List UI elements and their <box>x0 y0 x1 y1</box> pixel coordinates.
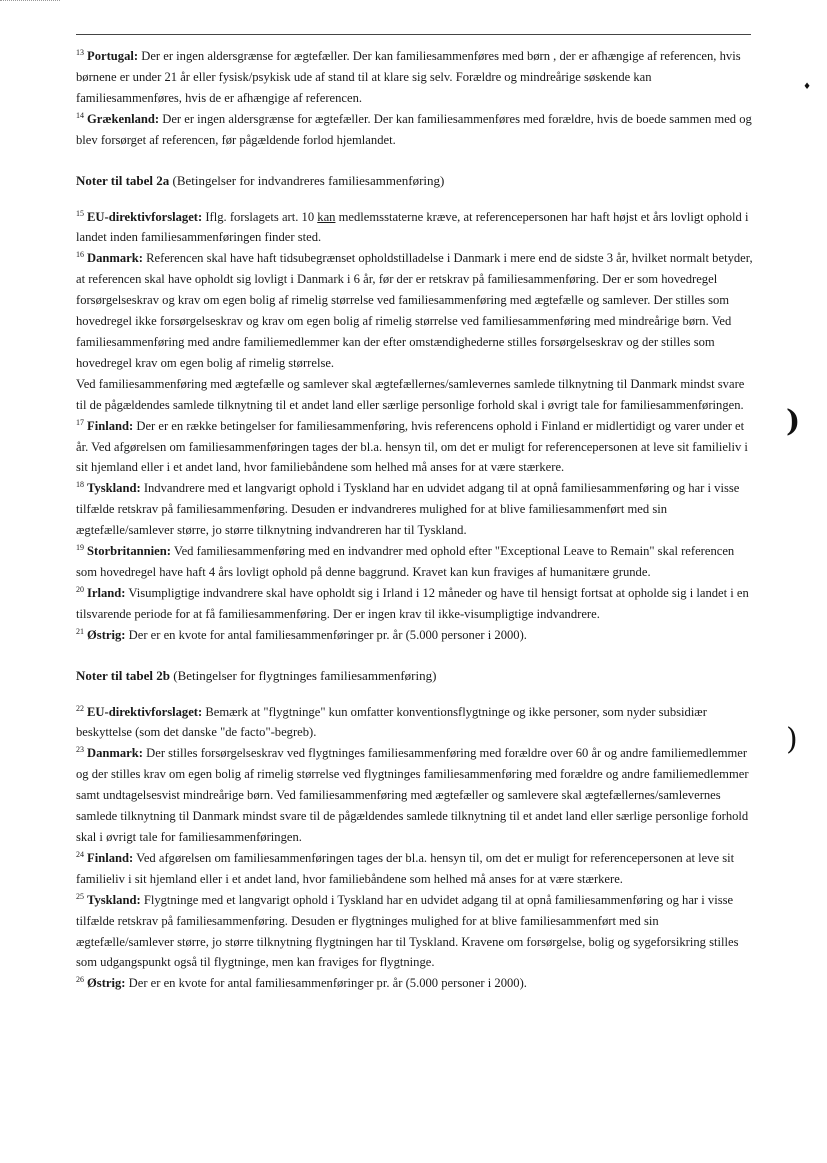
footnote-label: Finland: <box>87 850 134 865</box>
footnote-label: EU-direktivforslaget: <box>87 704 203 719</box>
footnote: $^{21}$ Østrig: Der er en kvote for antal familiesammenføringer pr. år (5.000 personer i 2000). <box>76 626 527 642</box>
footnote-text: Flygtninge med et langvarigt ophold i Tyskland har en udvidet adgang til at opnå familiesammenføring og har i visse tilfælde retskrav på familiesammenføring. Desuden er flygtninges mulighed for at blive familiesammenført med sin ægtefælle/samlever større, jo større tilknytning flygtningen har til Tyskland. Kravene om forsørgelse, bolig og sygeforsikring stilles som udgangspunkt også til flygtninge, men kan fraviges for flygtninge. <box>76 892 739 970</box>
underlined-word: kan <box>317 209 336 224</box>
document-body <box>76 46 754 994</box>
footnote-text: Der er en kvote for antal familiesammenføringer pr. år (5.000 personer i 2000). <box>125 627 527 642</box>
section-heading-2a: Noter til tabel 2a (Betingelser for indvandreres familiesammenføring) <box>76 172 445 188</box>
footnote-text: Der er en kvote for antal familiesammenføringer pr. år (5.000 personer i 2000). <box>125 976 527 991</box>
footnote: $^{26}$ Østrig: Der er en kvote for antal familiesammenføringer pr. år (5.000 personer i 2000). <box>76 975 527 991</box>
footnote-label: Østrig: <box>87 627 126 642</box>
footnote: $^{19}$ Storbritannien: Ved familiesammenføring med en indvandrer med ophold efter "Exceptional Leave to Remain" skal referencen som hovedregel have haft 4 års lovligt ophold på denne baggrund. Kravet kan kun fraviges af humanitære grunde. <box>76 543 735 579</box>
footnote: $^{15}$ EU-direktivforslaget: Iflg. forslagets art. 10 kan medlemsstaterne kræve, at referencepersonen har haft højst et års lovligt ophold i landet inden familiesammenføringen finder sted. <box>76 208 749 245</box>
footnote-text: Visumpligtige indvandrere skal have opholdt sig i Irland i 12 måneder og have til hensigt fortsat at opholde sig i landet i en tilsvarende periode for at få familiesammenføring. Der er ingen krav til ikke-visumpligtige indvandrere. <box>76 585 749 621</box>
footnote-text: Referencen skal have haft tidsubegrænset opholdstilladelse i Danmark i mere end de sidste 3 år, hvilket normalt betyder, at referencen skal have opholdt sig lovligt i Danmark i 6 år, før der er retskrav på familiesammenføring. Der er som hovedregel forsørgelseskrav og krav om egen bolig af rimelig størrelse ved familiesammenføring med ægtefælle og samlever. Der stilles som hovedregel ikke forsørgelseskrav og krav om egen bolig af rimelig størrelse ved familiesammenføring med mindreårige børn. Ved familiesammenføring med andre familiemedlemmer kan der efter omstændighederne stilles forsørgelseskrav og der stilles som hovedregel krav om egen bolig af rimelig størrelse. <box>76 251 753 370</box>
footnote-label: Danmark: <box>87 746 143 761</box>
footnote-label: EU-direktivforslaget: <box>87 209 203 224</box>
footnote-label: Danmark: <box>87 251 143 266</box>
footnote-text: Bemærk at "flygtninge" kun omfatter konventionsflygtninge og ikke personer, som nyder subsidiær beskyttelse (som det danske "de facto"-begreb). <box>76 704 707 740</box>
footnote: $^{22}$ EU-direktivforslaget: Bemærk at "flygtninge" kun omfatter konventionsflygtninge og ikke personer, som nyder subsidiær beskyttelse (som det danske "de facto"-begreb). <box>76 703 707 740</box>
footnote: $^{18}$ Tyskland: Indvandrere med et langvarigt ophold i Tyskland har en udvidet adgang til at opnå familiesammenføring og har i visse tilfælde retskrav på familiesammenføring. Desuden er indvandreres mulighed for at blive familiesammenført med sin ægtefælle/samlever større, jo større tilknytning indvandreren har til Tyskland. <box>76 480 740 538</box>
footnote-text: Der er ingen aldersgrænse for ægtefæller. Der kan familiesammenføres med forældre, hvis de boede sammen med og blev forsørget af referencen, før pågældende forlod hjemlandet. <box>76 111 752 147</box>
footnote-text: Der er ingen aldersgrænse for ægtefæller. Der kan familiesammenføres med børn , der er afhængige af referencen, hvis børnene er under 21 år eller fysisk/psykisk ude af stand til at klare sig selv. Forældre og mindreårige søskende kan familiesammenføres, hvis de er afhængige af referencen. <box>76 49 741 105</box>
footnote: $^{16}$ Danmark: Referencen skal have haft tidsubegrænset opholdstilladelse i Danmark i mere end de sidste 3 år, hvilket normalt betyder, at referencen skal have opholdt sig lovligt i Danmark i 6 år, før der er retskrav på familiesammenføring. Der er som hovedregel forsørgelseskrav og krav om egen bolig af rimelig størrelse ved familiesammenføring med ægtefælle og samlever. Der stilles som hovedregel ikke forsørgelseskrav og krav om egen bolig af rimelig størrelse ved familiesammenføring med mindreårige børn. Ved familiesammenføring med andre familiemedlemmer kan der efter omstændighederne stilles forsørgelseskrav og der stilles som hovedregel krav om egen bolig af rimelig størrelse. <box>76 250 753 370</box>
footnote: $^{20}$ Irland: Visumpligtige indvandrere skal have opholdt sig i Irland i 12 måneder og have til hensigt fortsat at opholde sig i landet i en tilsvarende periode for at få familiesammenføring. Der er ingen krav til ikke-visumpligtige indvandrere. <box>76 584 749 621</box>
footnote-text: Ved afgørelsen om familiesammenføringen tages der bl.a. hensyn til, om det er muligt for referencepersonen at leve sit familieliv i sit hjemland eller i et andet land, hvor familiebåndene som helhed må anses for at være stærkere. <box>76 850 735 886</box>
footnote: $^{23}$ Danmark: Der stilles forsørgelseskrav ved flygtninges familiesammenføring med forældre over 60 år og andre familiemedlemmer og der stilles krav om egen bolig af rimelig størrelse ved flygtninges familiesammenføring med forældre og andre familiemedlemmer samt undtagelsesvist mindreårige børn. Ved familiesammenføring med ægtefæller og samlevere skal ægtefællernes/samlevernes samlede tilknytning til Danmark mindst svare til de pågældendes samlede tilknytning til et andet land eller særlige personlige forhold skal i øvrigt tale for familiesammenføringen. <box>76 745 749 844</box>
footnote: $^{13}$ Portugal: Der er ingen aldersgrænse for ægtefæller. Der kan familiesammenføres med børn , der er afhængige af referencen, hvis børnene er under 21 år eller fysisk/psykisk ude af stand til at klare sig selv. Forældre og mindreårige søskende kan familiesammenføres, hvis de er afhængige af referencen. <box>76 48 741 105</box>
footnote-text: Der er en række betingelser for familiesammenføring, hvis referencens ophold i Finland er midlertidigt og varer under et år. Ved afgørelsen om familiesammenføringen tages der bl.a. hensyn til, om det er muligt for referencepersonen at leve sit familieliv i sit hjemland eller i et andet land, hvor familiebåndene som helhed må anses for at være stærkere. <box>76 418 748 475</box>
footnote-label: Grækenland: <box>87 111 160 126</box>
margin-bracket-1: ) <box>786 404 801 439</box>
margin-bracket-2: ) <box>786 722 798 757</box>
footnote-label: Finland: <box>87 418 134 433</box>
footnote: $^{17}$ Finland: Der er en række betingelser for familiesammenføring, hvis referencens ophold i Finland er midlertidigt og varer under et år. Ved afgørelsen om familiesammenføringen tages der bl.a. hensyn til, om det er muligt for referencepersonen at leve sit familieliv i sit hjemland eller i et andet land, hvor familiebåndene som helhed må anses for at være stærkere. <box>76 417 748 475</box>
footnote-label: Østrig: <box>87 976 126 991</box>
footnote-label: Irland: <box>87 585 126 600</box>
footnote-label: Tyskland: <box>87 481 141 496</box>
margin-dot: ♦ <box>803 82 812 92</box>
footnote: $^{14}$ Grækenland: Der er ingen aldersgrænse for ægtefæller. Der kan familiesammenføres med forældre, hvis de boede sammen med og blev forsørget af referencen, før pågældende forlod hjemlandet. <box>76 110 752 147</box>
header-rule <box>76 34 751 35</box>
footnote-text: Ved familiesammenføring med en indvandrer med ophold efter "Exceptional Leave to Remain" skal referencen som hovedregel have haft 4 års lovligt ophold på denne baggrund. Kravet kan kun fraviges af humanitære grunde. <box>76 544 735 579</box>
scan-edge <box>0 0 60 2</box>
footnote-continuation: Ved familiesammenføring med ægtefælle og samlever skal ægtefællernes/samlevernes samlede tilknytning til Danmark mindst svare til de pågældendes samlede tilknytning til et andet land eller særlige personlige forhold skal i øvrigt tale for familiesammenføringen. <box>76 376 745 412</box>
footnote: $^{24}$ Finland: Ved afgørelsen om familiesammenføringen tages der bl.a. hensyn til, om det er muligt for referencepersonen at leve sit familieliv i sit hjemland eller i et andet land, hvor familiebåndene som helhed må anses for at være stærkere. <box>76 849 735 886</box>
footnote-label: Storbritannien: <box>87 544 171 559</box>
footnote-label: Portugal: <box>87 49 139 63</box>
footnote: $^{25}$ Tyskland: Flygtninge med et langvarigt ophold i Tyskland har en udvidet adgang til at opnå familiesammenføring og har i visse tilfælde retskrav på familiesammenføring. Desuden er flygtninges mulighed for at blive familiesammenført med sin ægtefælle/samlever større, jo større tilknytning flygtningen har til Tyskland. Kravene om forsørgelse, bolig og sygeforsikring stilles som udgangspunkt også til flygtninge, men kan fraviges for flygtninge. <box>76 891 739 970</box>
footnote-text: Indvandrere med et langvarigt ophold i Tyskland har en udvidet adgang til at opnå familiesammenføring og har i visse tilfælde retskrav på familiesammenføring. Desuden er indvandreres mulighed for at blive familiesammenført med sin ægtefælle/samlever større, jo større tilknytning indvandreren har til Tyskland. <box>76 481 740 538</box>
section-heading-2b: Noter til tabel 2b (Betingelser for flygtninges familiesammenføring) <box>76 667 437 683</box>
footnote-label: Tyskland: <box>87 892 141 907</box>
footnote-text: Der stilles forsørgelseskrav ved flygtninges familiesammenføring med forældre over 60 år og andre familiemedlemmer og der stilles krav om egen bolig af rimelig størrelse ved flygtninges familiesammenføring med forældre og andre familiemedlemmer samt undtagelsesvist mindreårige børn. Ved familiesammenføring med ægtefæller og samlevere skal ægtefællernes/samlevernes samlede tilknytning til Danmark mindst svare til de pågældendes samlede tilknytning til et andet land eller særlige personlige forhold skal i øvrigt tale for familiesammenføringen. <box>76 746 749 844</box>
